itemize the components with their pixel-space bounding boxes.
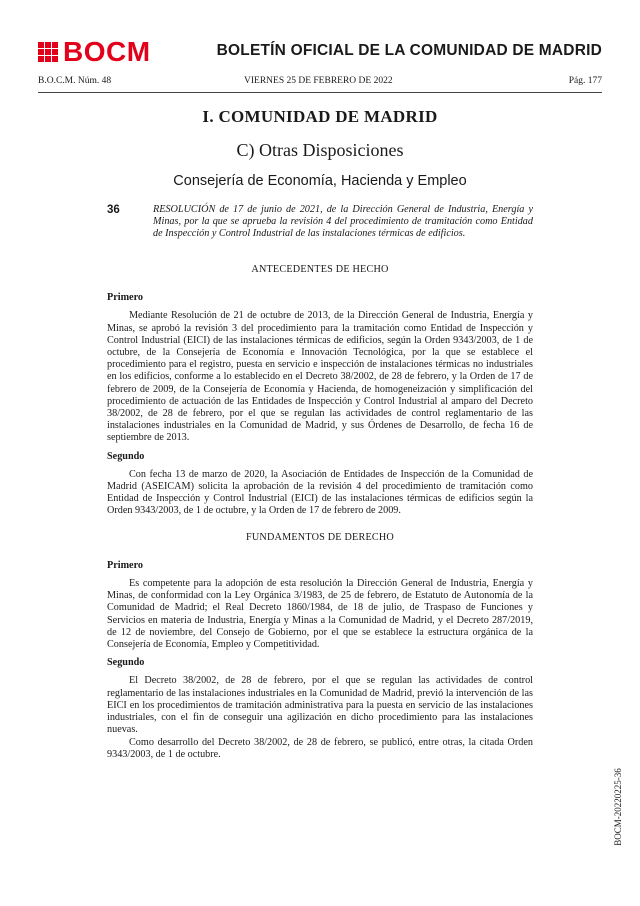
- publication-title: BOLETÍN OFICIAL DE LA COMUNIDAD DE MADRID: [216, 42, 602, 59]
- bocm-logo: [38, 35, 151, 69]
- fundamentos-segundo-text-2: Como desarrollo del Decreto 38/2002, de 28 de febrero, se publicó, entre otras, la citada Orden 9343/2003, de 1 de octubre.: [107, 736, 533, 760]
- antecedentes-segundo-label: Segundo: [107, 450, 145, 462]
- antecedentes-segundo-text: Con fecha 13 de marzo de 2020, la Asociación de Entidades de Inspección de la Comunidad de Madrid (ASEICAM) solicita la aprobación de la revisión 4 del procedimiento de tramitación como Entidad de Inspección y Control Industrial (EICI) de las instalaciones térmicas de edificios según la Orden 9343/2003, de 1 de octubre, y la Orden de 17 de febrero de 2009.: [107, 468, 533, 517]
- antecedentes-primero-label: Primero: [107, 292, 144, 304]
- fundamentos-heading: FUNDAMENTOS DE DERECHO: [246, 531, 394, 543]
- page-header: [38, 35, 602, 69]
- logo-text: BOCM: [63, 36, 151, 67]
- fundamentos-primero-label: Primero: [107, 559, 144, 571]
- issue-number: B.O.C.M. Núm. 48: [38, 76, 112, 86]
- section-title: I. COMUNIDAD DE MADRID: [202, 107, 438, 126]
- department-title: Consejería de Economía, Hacienda y Empleo: [173, 173, 467, 189]
- page-number: Pág. 177: [568, 76, 602, 86]
- document-code-text: BOCM-20220225-36: [613, 768, 623, 846]
- issue-date: VIERNES 25 DE FEBRERO DE 2022: [244, 76, 393, 86]
- document-code: [612, 752, 624, 862]
- resolution-summary: RESOLUCIÓN de 17 de junio de 2021, de la Dirección General de Industria, Energía y Minas, por la que se aprueba la revisión 4 del procedimiento de tramitación como Entidad de Inspección y Control Industrial de las instalaciones térmicas de edificios.: [153, 204, 533, 240]
- antecedentes-heading: ANTECEDENTES DE HECHO: [251, 264, 389, 275]
- subsection-title: C) Otras Disposiciones: [236, 140, 404, 160]
- document-body: [107, 264, 533, 767]
- issue-meta-bar: [38, 76, 602, 93]
- entry-number: 36: [107, 204, 120, 216]
- logo-squares-icon: [38, 42, 58, 62]
- fundamentos-segundo-label: Segundo: [107, 657, 145, 669]
- fundamentos-segundo-text-1: El Decreto 38/2002, de 28 de febrero, por el que se regulan las actividades de control reglamentario de las instalaciones industriales en la Comunidad de Madrid, previó la intervención de las EICI en los procedimientos de tramitación administrativa para la puesta en servicio de las instalaciones industriales, con el fin de conseguir una agilización en dicho procedimiento para las instalaciones nuevas.: [107, 675, 533, 736]
- antecedentes-primero-text: Mediante Resolución de 21 de octubre de 2013, de la Dirección General de Industria, Energía y Minas, se aprobó la revisión 3 del procedimiento para la tramitación como Entidad de Inspección y Control Industrial (EICI) de las instalaciones térmicas de edificios, según la Orden 9343/2003, de 1 de octubre, de la Consejería de Economía e Innovación Tecnológica, por la que se establece el procedimiento para el registro, puesta en servicio e inspección de instalaciones térmicas no industriales en los edificios, conforme a lo establecido en el Decreto 38/2002, de 28 de febrero, y la Orden de 17 de febrero de 2009, de la Consejería de Economía y Hacienda, de homogeneización y simplificación del procedimiento de actuación de las Entidades de Inspección y Control Industrial al amparo del Decreto 38/2002, de 28 de febrero, por el que se regulan las actividades de control reglamentario de las instalaciones industriales en la Comunidad de Madrid, y sus Órdenes de Desarrollo, de fecha 16 de septiembre de 2013.: [107, 310, 533, 444]
- fundamentos-primero-text: Es competente para la adopción de esta resolución la Dirección General de Industria, Energía y Minas, de conformidad con la Ley Orgánica 3/1983, de 25 de febrero, de Estatuto de Autonomía de la Comunidad de Madrid; el Real Decreto 1860/1984, de 18 de julio, de Traspaso de Funciones y Servicios en materia de Industria, Energía y Minas a la Comunidad de Madrid, y el Decreto 287/2019, de 12 de noviembre, del Consejo de Gobierno, por el que se establece la estructura orgánica de la Consejería de Economía, Empleo y Competitividad.: [107, 578, 533, 651]
